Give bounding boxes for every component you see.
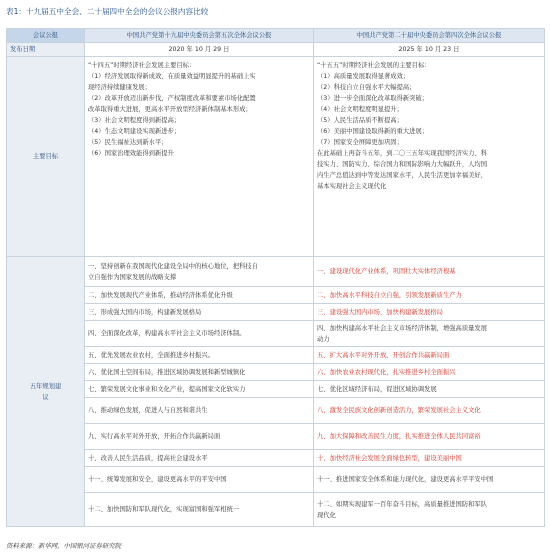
plan-item-20th [314,287,545,304]
goal-line: 现经济持续健康发展； [88,84,151,91]
plan-item-text: 八、推动绿色发展，促进人与自然和谐共生 [88,407,208,414]
plan-row [7,321,545,347]
plan-item-text: 一、建设现代化产业体系，巩固壮大实体经济根基 [317,268,456,275]
goal-line: 改革取得重大进展，更高水平开放型经济新体制基本形成； [88,106,252,113]
plan-label [7,257,85,527]
goal-line: 技实力、国防实力、综合国力和国际影响力大幅跃升，人均国 [317,161,488,168]
goal-line: 内生产总值达到中等发达国家水平，人民生活更加幸福美好， [317,172,488,179]
goal-line: （6）国家治理效能得到新提升 [88,150,174,157]
goal-line: （1）经济发展取得新成效，在质量效益明显提升的基础上实 [88,73,256,80]
date-label: 发布日期 [7,43,85,57]
goal-line: （7）国家安全屏障更加巩固； [317,139,403,146]
date-19th: 2020 年 10 月 29 日 [85,43,314,57]
plan-item-19th [85,257,314,287]
plan-row [7,493,545,527]
plan-item-20th [314,321,545,347]
plan-label-line: 议 [42,393,49,401]
table-title: 表1：十九届五中全会、二十届四中全会的会议公报内容比较 [6,7,209,16]
plan-item-20th [314,364,545,381]
plan-item-19th [85,381,314,398]
plan-item-text: 九、加大保障和改善民生力度，扎实推进全体人民共同富裕 [317,433,481,440]
goal-line: （2）科技自立自强水平大幅提高； [317,84,416,91]
plan-row [7,347,545,364]
plan-row [7,287,545,304]
goals-19th [85,57,314,257]
plan-item-text: 一、坚持创新在我国现代化建设全局中的核心地位，把科技自 [88,262,259,270]
plan-item-text: 十二、加快国防和军队现代化，实现富国和强军相统一 [88,506,240,513]
goal-line: “十四五”时期经济社会发展主要目标： [88,62,196,69]
plan-item-20th [314,424,545,450]
header-col-19th: 中国共产党第十九届中央委员会第五次全体会议公报 [85,29,314,43]
plan-item-19th [85,321,314,347]
plan-item-text: 六、加快农业农村现代化，扎实推进乡村全面振兴 [317,368,456,376]
goal-line: 基本实现社会主义现代化 [317,183,387,190]
plan-item-19th [85,493,314,527]
comparison-table [6,28,545,527]
goal-line: （4）社会文明程度明显提升； [317,106,403,113]
plan-item-20th [314,450,545,467]
plan-item-20th [314,257,545,287]
plan-item-text: 十一、推进国家安全体系和能力现代化，建设更高水平平安中国 [317,476,494,483]
date-row [7,43,545,57]
plan-item-19th [85,347,314,364]
plan-row [7,381,545,398]
plan-item-text: 八、激发全民族文化创新创造活力，繁荣发展社会主义文化 [317,407,481,414]
plan-item-20th [314,398,545,424]
plan-label-line: 五年规划建 [29,382,62,390]
plan-item-text: 三、建设强大国内市场，加快构建新发展格局 [317,308,443,316]
plan-item-text: 十、改善人民生活品质，提高社会建设水平 [88,454,208,462]
goal-line: 在此基础上再奋斗五年，到二〇三五年实现我国经济实力、科 [317,150,488,157]
plan-item-text: 二、加快发展现代产业体系，推动经济体系优化升级 [88,291,233,299]
plan-row [7,364,545,381]
plan-item-text: 六、优化国土空间布局，推进区域协调发展和新型城镇化 [88,368,246,376]
goal-line: （5）人民生活品质不断提高； [317,117,403,124]
plan-item-text: 四、加快构建高水平社会主义市场经济体制，增强高质量发展 [317,324,488,332]
plan-item-text: 十、加快经济社会发展全面绿色转型，建设美丽中国 [317,454,462,462]
plan-item-text: 十二、如期实现建军一百年奋斗目标，高质量推进国防和军队 [317,500,488,508]
plan-item-text: 九、实行高水平对外开放，开拓合作共赢新局面 [88,433,221,440]
plan-item-20th [314,304,545,321]
plan-item-19th [85,450,314,467]
plan-item-text: 七、繁荣发展文化事业和文化产业，提高国家文化软实力 [88,385,246,393]
goal-line: （3）社会文明程度得到新提高； [88,117,181,124]
plan-item-19th [85,467,314,493]
header-label: 会议公报 [7,29,85,43]
plan-item-20th [314,347,545,364]
plan-item-19th [85,287,314,304]
plan-item-20th [314,493,545,527]
source-note: 资料来源：新华网，中国银河证券研究院 [6,542,122,550]
goal-line: （4）生态文明建设实现新进步； [88,128,181,135]
header-col-20th: 中国共产党第二十届中央委员会第四次全体会议公报 [314,29,545,43]
goals-row [7,57,545,257]
plan-item-text-cont: 现代化 [317,511,336,519]
plan-item-19th [85,424,314,450]
goal-line: （6）美丽中国建设取得新的重大进展； [317,128,429,135]
goal-line: （5）民生福祉达到新水平； [88,139,168,146]
plan-item-text: 二、加快高水平科技自立自强，引领发展新质生产力 [317,291,462,299]
plan-item-text: 七、优化区域经济布局，促进区域协调发展 [317,385,437,393]
goals-label: 主要目标 [7,57,85,257]
plan-item-text: 四、全面深化改革，构建高水平社会主义市场经济体制。 [88,330,246,337]
plan-item-text-cont: 动力 [317,335,330,343]
plan-item-20th [314,467,545,493]
plan-row [7,398,545,424]
plan-item-text-cont: 立自强作为国家发展的战略支撑 [88,273,177,281]
plan-item-19th [85,398,314,424]
goals-20th [314,57,545,257]
plan-row [7,450,545,467]
plan-row [7,304,545,321]
plan-item-text: 五、扩大高水平对外开放，开创合作共赢新局面 [317,351,450,359]
plan-item-text: 十一、统筹发展和安全，建设更高水平的平安中国 [88,476,227,483]
plan-item-19th [85,364,314,381]
header-row [7,29,545,43]
date-20th: 2025 年 10 月 23 日 [314,43,545,57]
plan-item-19th [85,304,314,321]
plan-row [7,467,545,493]
plan-row [7,424,545,450]
goal-line: “十五五”时期经济社会发展的主要目标： [317,62,431,69]
plan-item-20th [314,381,545,398]
plan-item-text: 五、优先发展农业农村，全面推进乡村振兴。 [88,351,214,359]
goal-line: （3）进一步全面深化改革取得新突破； [317,95,429,102]
plan-item-text: 三、形成强大国内市场，构建新发展格局 [88,308,202,316]
goal-line: （1）高质量发展取得显著成效； [317,73,410,80]
plan-row [7,257,545,287]
goal-line: （2）改革开放迈出新步伐，产权制度改革和要素市场化配置 [88,95,256,102]
